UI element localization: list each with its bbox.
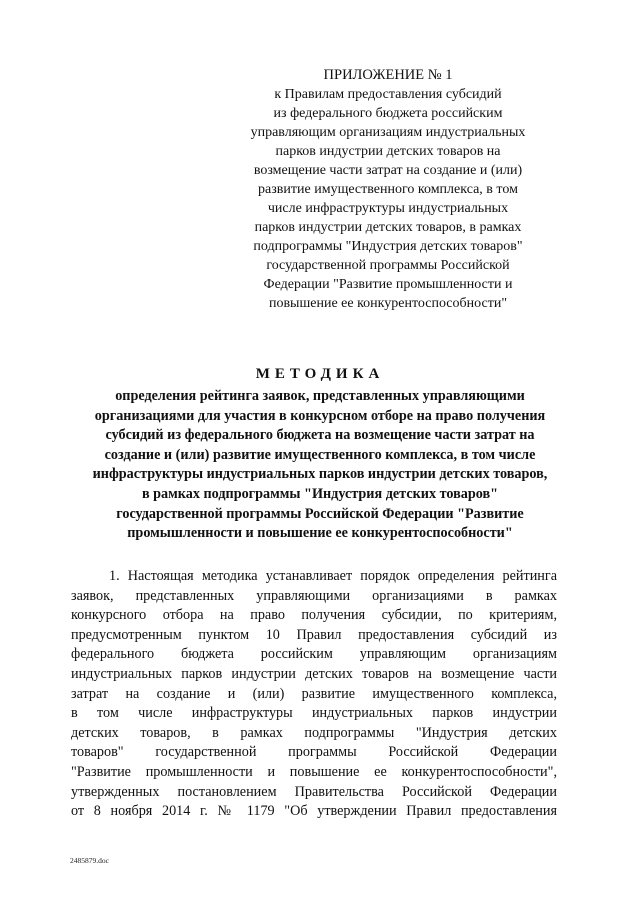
file-name-footer: 2485879.doc xyxy=(70,856,109,865)
body-line: детских товаров, в рамках подпрограммы "Индустрия детских xyxy=(71,724,557,741)
subtitle-line: промышленности и повышение ее конкурентоспособности" xyxy=(127,525,513,542)
body-line: федерального бюджета российским управляющим организациям xyxy=(71,646,557,663)
body-line: 1. Настоящая методика устанавливает порядок определения рейтинга xyxy=(109,568,557,584)
appendix-line: развитие имущественного комплекса, в том xyxy=(258,182,518,197)
appendix-line: из федерального бюджета российским xyxy=(273,106,503,121)
body-line: предусмотренным пунктом 10 Правил предоставления субсидий из xyxy=(71,626,557,643)
appendix-line: Федерации "Развитие промышленности и xyxy=(263,277,513,292)
body-line: в том числе инфраструктуры индустриальных парков индустрии xyxy=(71,705,557,722)
subtitle-line: инфраструктуры индустриальных парков индустрии детских товаров, xyxy=(92,466,548,483)
body-line: заявок, представленных управляющими организациями в рамках xyxy=(71,587,557,604)
body-line: утвержденных постановлением Правительства Российской Федерации xyxy=(71,783,557,800)
appendix-line: парков индустрии детских товаров на xyxy=(275,144,501,159)
appendix-line: числе инфраструктуры индустриальных xyxy=(267,201,509,216)
appendix-line: парков индустрии детских товаров, в рамках xyxy=(254,220,522,235)
subtitle-line: создание и (или) развитие имущественного комплекса, в том числе xyxy=(104,446,536,463)
appendix-line: государственной программы Российской xyxy=(266,258,510,273)
body-line: затрат на создание и (или) развитие имущественного комплекса, xyxy=(71,685,557,702)
document-subtitle xyxy=(70,387,570,544)
appendix-block xyxy=(248,66,528,313)
body-line: от 8 ноября 2014 г. № 1179 "Об утверждении Правил предоставления xyxy=(71,803,557,820)
subtitle-line: государственной программы Российской Федерации "Развитие xyxy=(116,505,524,522)
appendix-heading: ПРИЛОЖЕНИЕ № 1 xyxy=(323,67,453,83)
document-title: МЕТОДИКА xyxy=(255,366,385,382)
body-line: конкурсного отбора на право получения субсидии, по критериям, xyxy=(71,607,557,624)
appendix-line: управляющим организациям индустриальных xyxy=(250,125,526,140)
subtitle-line: в рамках подпрограммы "Индустрия детских товаров" xyxy=(141,485,499,502)
body-paragraph xyxy=(71,567,557,822)
appendix-line: повышение ее конкурентоспособности" xyxy=(268,296,508,311)
body-line: "Развитие промышленности и повышение ее конкурентоспособности", xyxy=(71,763,557,780)
appendix-line: подпрограммы "Индустрия детских товаров" xyxy=(253,239,523,254)
body-line: индустриальных парков индустрии детских товаров на возмещение части xyxy=(71,665,557,682)
subtitle-line: организациями для участия в конкурсном отборе на право получения xyxy=(94,407,546,424)
subtitle-line: определения рейтинга заявок, представленных управляющими xyxy=(115,388,525,404)
subtitle-line: субсидий из федерального бюджета на возмещение части затрат на xyxy=(105,427,535,444)
body-line: товаров" государственной программы Российской Федерации xyxy=(71,744,557,761)
appendix-line: возмещение части затрат на создание и (или) xyxy=(253,163,523,178)
appendix-line: к Правилам предоставления субсидий xyxy=(274,87,502,102)
